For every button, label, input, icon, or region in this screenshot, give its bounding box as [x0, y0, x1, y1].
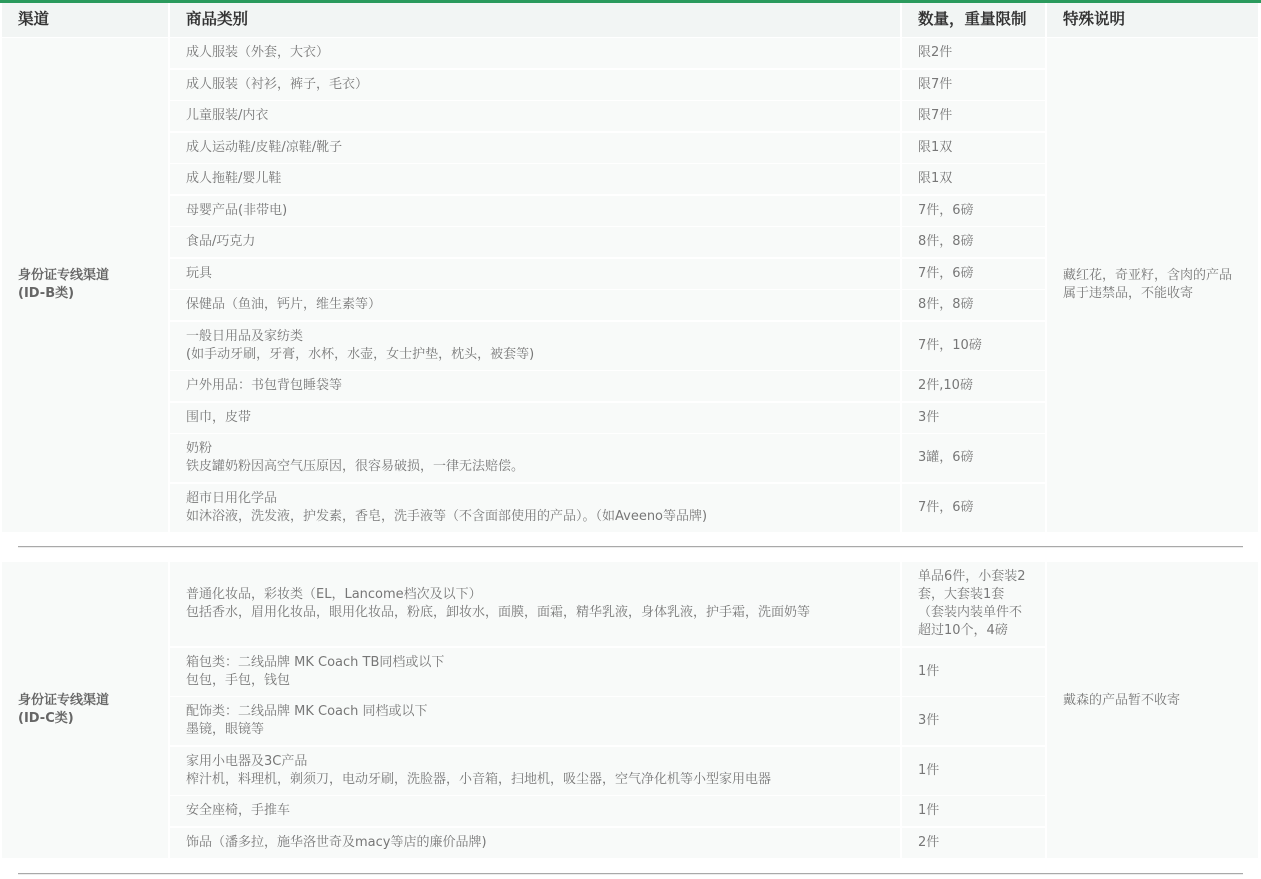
category-cell	[170, 796, 900, 826]
section-id-b	[2, 38, 1258, 532]
header-limit: 数量，重量限制	[902, 3, 1045, 37]
category-title: 饰品（潘多拉，施华洛世奇及macy等店的廉价品牌)	[186, 834, 487, 850]
limit-value: 7件，6磅	[918, 499, 974, 515]
limit-cell	[902, 648, 1045, 696]
channel-cell	[2, 38, 168, 532]
table-row	[170, 747, 1045, 795]
limit-value: 限1双	[918, 139, 953, 155]
section-id-c	[2, 562, 1258, 858]
table-row	[170, 648, 1045, 696]
category-detail: 包包，手包，钱包	[186, 672, 291, 688]
category-title: 户外用品：书包背包睡袋等	[186, 378, 343, 393]
limit-value: 3罐，6磅	[918, 450, 974, 465]
table-row	[170, 371, 1045, 401]
table-row	[170, 322, 1045, 370]
category-cell	[170, 648, 900, 696]
category-title: 配饰类：二线品牌 MK Coach 同档或以下	[186, 704, 428, 719]
limit-cell	[902, 227, 1045, 257]
limit-value: 单品6件，小套装2	[918, 569, 1026, 584]
table-row	[170, 38, 1045, 68]
category-title: 玩具	[186, 265, 213, 281]
category-title: 母婴产品(非带电)	[186, 202, 288, 218]
category-title: 安全座椅，手推车	[186, 803, 291, 818]
limit-value: 限7件	[918, 108, 953, 123]
limit-value: 1件	[918, 762, 940, 778]
limit-value: 3件	[918, 713, 940, 728]
category-cell	[170, 227, 900, 257]
note-line: 属于违禁品，不能收寄	[1063, 285, 1194, 301]
limit-value: 8件，8磅	[918, 297, 974, 312]
channel-code: (ID-B类)	[18, 285, 75, 301]
header-channel: 渠道	[2, 3, 168, 37]
table-row	[170, 290, 1045, 320]
limit-value: 限2件	[918, 45, 953, 60]
channel-cell	[2, 562, 168, 858]
limit-value: 1件	[918, 663, 940, 679]
limit-cell	[902, 133, 1045, 163]
category-title: 普通化妆品，彩妆类（EL，Lancome档次及以下）	[186, 587, 482, 602]
note-line: 藏红花，奇亚籽，含肉的产品	[1063, 267, 1233, 283]
limit-cell	[902, 164, 1045, 194]
limit-cell	[902, 101, 1045, 131]
limit-cell	[902, 70, 1045, 100]
category-title: 家用小电器及3C产品	[186, 753, 308, 769]
channel-code: (ID-C类)	[18, 710, 74, 726]
limit-cell	[902, 38, 1045, 68]
channel-name: 身份证专线渠道	[18, 267, 110, 283]
header-note: 特殊说明	[1047, 3, 1258, 37]
category-cell	[170, 562, 900, 646]
limit-cell	[902, 697, 1045, 745]
limit-cell	[902, 196, 1045, 226]
limit-cell	[902, 484, 1045, 532]
table-row	[170, 828, 1045, 858]
category-detail: 铁皮罐奶粉因高空气压原因，很容易破损，一律无法赔偿。	[186, 459, 525, 474]
category-cell	[170, 70, 900, 100]
category-detail: (如手动牙刷，牙膏，水杯，水壶，女士护垫，枕头，被套等)	[186, 346, 535, 362]
category-cell	[170, 38, 900, 68]
category-cell	[170, 747, 900, 795]
divider-line	[18, 873, 1243, 875]
table-row	[170, 227, 1045, 257]
category-cell	[170, 484, 900, 532]
table-row	[170, 434, 1045, 482]
category-title: 成人拖鞋/婴儿鞋	[186, 171, 282, 186]
limit-value: 套，大套装1套	[918, 587, 1005, 602]
table-row	[170, 697, 1045, 745]
limit-value: 限1双	[918, 171, 953, 186]
limit-value: 7件，10磅	[918, 337, 982, 353]
limit-value: 2件	[918, 834, 940, 850]
limit-cell	[902, 259, 1045, 289]
category-title: 食品/巧克力	[186, 234, 256, 249]
limit-value: 8件，8磅	[918, 234, 974, 249]
limit-cell	[902, 562, 1045, 646]
limit-value: 7件，6磅	[918, 202, 974, 218]
category-cell	[170, 196, 900, 226]
category-title: 一般日用品及家纺类	[186, 328, 304, 344]
category-cell	[170, 322, 900, 370]
section-divider	[2, 532, 1258, 563]
category-cell	[170, 371, 900, 401]
divider-line	[18, 546, 1243, 548]
category-title: 箱包类：二线品牌 MK Coach TB同档或以下	[186, 654, 445, 670]
limit-cell	[902, 403, 1045, 433]
channel-name: 身份证专线渠道	[18, 692, 110, 708]
limit-value: 超过10个，4磅	[918, 623, 1008, 638]
table-row	[170, 133, 1045, 163]
category-cell	[170, 133, 900, 163]
limit-cell	[902, 796, 1045, 826]
note-line: 戴森的产品暂不收寄	[1063, 692, 1181, 708]
table-row	[170, 403, 1045, 433]
limit-cell	[902, 747, 1045, 795]
limit-cell	[902, 371, 1045, 401]
limit-value: 1件	[918, 803, 940, 818]
category-title: 围巾，皮带	[186, 409, 252, 425]
category-title: 超市日用化学品	[186, 490, 278, 506]
category-cell	[170, 101, 900, 131]
limit-cell	[902, 322, 1045, 370]
category-detail: 包括香水，眉用化妆品，眼用化妆品，粉底，卸妆水，面膜，面霜，精华乳液，身体乳液，护手霜，洗面奶等	[186, 605, 811, 620]
category-detail: 如沐浴液，洗发液，护发素，香皂，洗手液等（不含面部使用的产品）。（如Aveeno等品牌)	[186, 508, 708, 524]
category-title: 儿童服装/内衣	[186, 108, 269, 123]
limit-value: 3件	[918, 409, 940, 425]
limit-cell	[902, 434, 1045, 482]
table-row	[170, 101, 1045, 131]
category-cell	[170, 434, 900, 482]
limit-value: 限7件	[918, 76, 953, 92]
row-group	[170, 38, 1045, 532]
table-row	[170, 484, 1045, 532]
category-title: 成人服装（衬衫，裤子，毛衣）	[186, 76, 369, 92]
category-title: 奶粉	[186, 441, 213, 456]
category-detail: 榨汁机，料理机，剃须刀，电动牙刷，洗脸器，小音箱，扫地机，吸尘器，空气净化机等小型家用电器	[186, 771, 772, 787]
table-row	[170, 259, 1045, 289]
section-divider	[2, 858, 1258, 879]
category-cell	[170, 828, 900, 858]
table-row	[170, 796, 1045, 826]
category-title: 成人运动鞋/皮鞋/凉鞋/靴子	[186, 139, 343, 155]
limit-value: （套装内装单件不	[918, 605, 1023, 620]
category-cell	[170, 403, 900, 433]
limit-cell	[902, 828, 1045, 858]
limit-value: 7件，6磅	[918, 265, 974, 281]
category-cell	[170, 164, 900, 194]
category-detail: 墨镜，眼镜等	[186, 722, 265, 737]
category-cell	[170, 259, 900, 289]
table-row	[170, 70, 1045, 100]
table-row	[170, 196, 1045, 226]
note-cell	[1047, 38, 1258, 532]
note-cell	[1047, 562, 1258, 858]
category-title: 保健品（鱼油，钙片，维生素等）	[186, 297, 382, 312]
category-cell	[170, 697, 900, 745]
category-title: 成人服装（外套，大衣）	[186, 45, 330, 60]
limit-cell	[902, 290, 1045, 320]
row-group	[170, 562, 1045, 858]
limit-value: 2件,10磅	[918, 378, 973, 393]
category-cell	[170, 290, 900, 320]
shipping-rules-table	[2, 3, 1258, 879]
table-row	[170, 562, 1045, 646]
table-row	[170, 164, 1045, 194]
table-header	[2, 3, 1258, 37]
header-category: 商品类别	[170, 3, 900, 37]
